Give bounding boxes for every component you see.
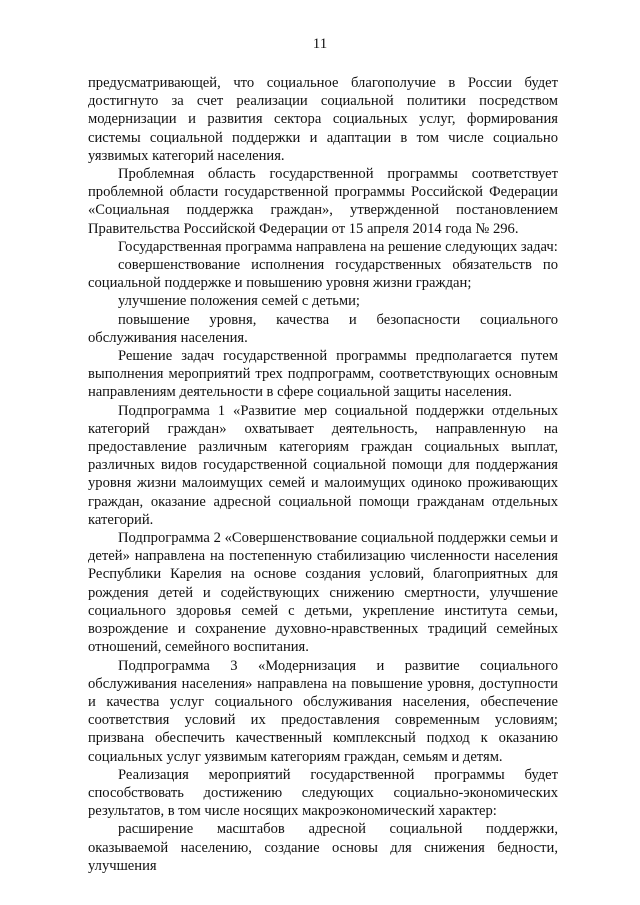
paragraph-continued: предусматривающей, что социальное благополучие в России будет достигнуто за счет реализации социальной политики посредством модернизации и развития сектора социальных услуг, формирования системы социальной поддержки и адаптации в том числе социально уязвимых категорий населения. <box>88 75 558 164</box>
paragraph-problem-area: Проблемная область государственной программы соответствует проблемной области государственной программы Российской Федерации «Социальная поддержка граждан», утвержденной постановлением Правительства Российской Федерации от 15 апреля 2014 года № 296. <box>88 166 558 237</box>
paragraph-results-intro: Реализация мероприятий государственной программы будет способствовать достижению следующих социально-экономических результатов, в том числе носящих макроэкономический характер: <box>88 766 558 820</box>
paragraph-tasks-intro: Государственная программа направлена на решение следующих задач: <box>118 238 558 255</box>
paragraph-subprogram-1: Подпрограмма 1 «Развитие мер социальной поддержки отдельных категорий граждан» охватывает деятельность, направленную на предоставление различным категориям граждан социальных выплат, различных видов государственной социальной помощи для поддержания уровня жизни малоимущих семей и малоимущих одиноко проживающих граждан, оказание адресной социальной помощи гражданам отдельных категорий. <box>88 402 558 528</box>
task-item: повышение уровня, качества и безопасности социального обслуживания населения. <box>88 311 558 346</box>
task-item: улучшение положения семей с детьми; <box>118 293 360 310</box>
page-number: 11 <box>312 36 328 52</box>
task-item: совершенствование исполнения государственных обязательств по социальной поддержке и повышению уровня жизни граждан; <box>88 257 558 292</box>
paragraph-subprograms-intro: Решение задач государственной программы предполагается путем выполнения мероприятий трех подпрограмм, соответствующих основным направлениям деятельности в сфере социальной защиты населения. <box>88 348 558 401</box>
result-item: расширение масштабов адресной социальной поддержки, оказываемой населению, создание основы для снижения бедности, улучшения <box>88 821 558 874</box>
paragraph-subprogram-2: Подпрограмма 2 «Совершенствование социальной поддержки семьи и детей» направлена на постепенную стабилизацию численности населения Республики Карелия на основе создания условий, благоприятных для рождения детей и содействующих снижению смертности, улучшение социального здоровья семей с детьми, укрепление института семьи, возрождение и сохранение духовно-нравственных традиций семейных отношений, семейного воспитания. <box>88 530 558 656</box>
paragraph-subprogram-3: Подпрограмма 3 «Модернизация и развитие социального обслуживания населения» направлена на повышение уровня, доступности и качества услуг социального обслуживания населения, обеспечение соответствия условий их предоставления современным условиям; призвана обеспечить качественный комплексный подход к оказанию социальных услуг уязвимым категориям граждан, семьям и детям. <box>88 657 558 765</box>
body-text <box>88 74 558 875</box>
